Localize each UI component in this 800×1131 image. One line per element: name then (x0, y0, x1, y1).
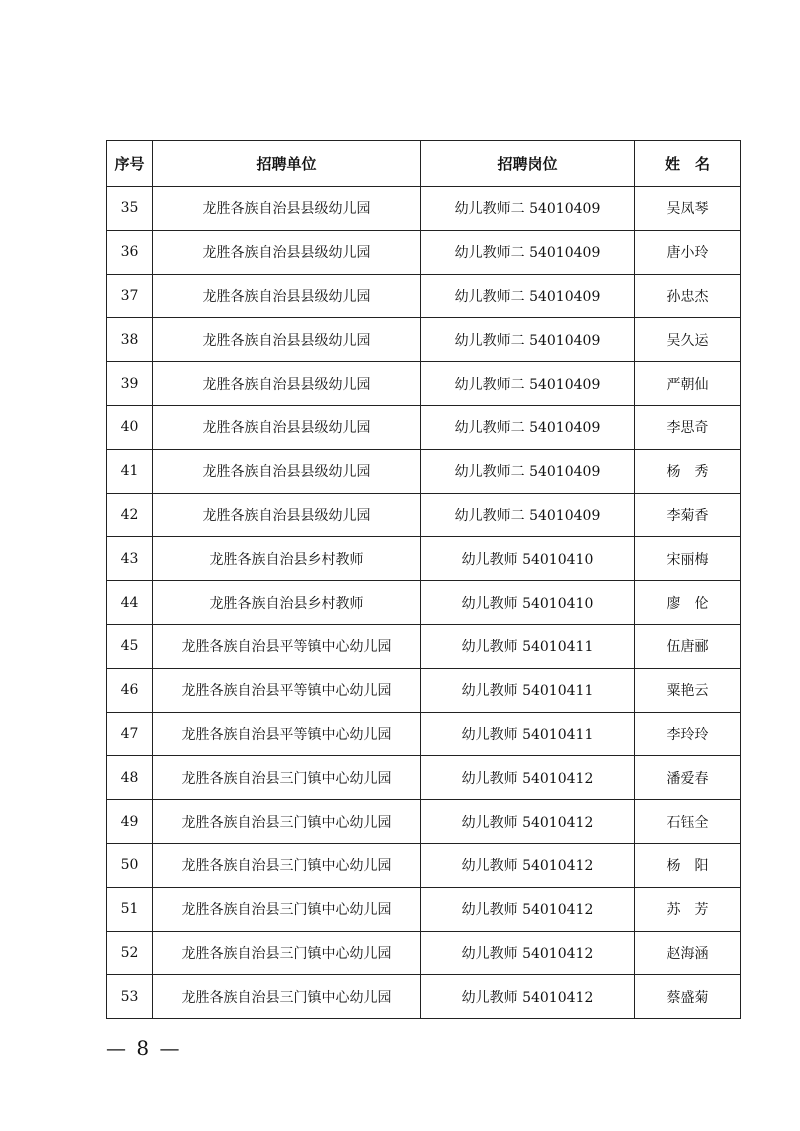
table-row (107, 887, 741, 931)
cell-name: 李思奇 (635, 405, 741, 449)
table-row (107, 581, 741, 625)
cell-post: 幼儿教师 54010412 (421, 800, 635, 844)
cell-name: 宋丽梅 (635, 537, 741, 581)
cell-post: 幼儿教师 54010412 (421, 843, 635, 887)
cell-name: 吴久运 (635, 318, 741, 362)
cell-no: 47 (107, 712, 153, 756)
cell-no: 49 (107, 800, 153, 844)
cell-no: 43 (107, 537, 153, 581)
table-row (107, 975, 741, 1019)
header-post: 招聘岗位 (421, 141, 635, 187)
cell-no: 50 (107, 843, 153, 887)
cell-post: 幼儿教师二 54010409 (421, 230, 635, 274)
cell-unit: 龙胜各族自治县平等镇中心幼儿园 (153, 668, 421, 712)
cell-unit: 龙胜各族自治县三门镇中心幼儿园 (153, 887, 421, 931)
cell-name: 杨 阳 (635, 843, 741, 887)
cell-name: 潘爱春 (635, 756, 741, 800)
table-row (107, 668, 741, 712)
cell-name: 伍唐郦 (635, 624, 741, 668)
table-row (107, 230, 741, 274)
cell-post: 幼儿教师二 54010409 (421, 318, 635, 362)
cell-post: 幼儿教师 54010410 (421, 537, 635, 581)
table-row (107, 624, 741, 668)
cell-post: 幼儿教师二 54010409 (421, 187, 635, 231)
cell-post: 幼儿教师 54010411 (421, 624, 635, 668)
cell-post: 幼儿教师 54010412 (421, 887, 635, 931)
cell-no: 36 (107, 230, 153, 274)
cell-name: 廖 伦 (635, 581, 741, 625)
cell-post: 幼儿教师二 54010409 (421, 449, 635, 493)
cell-name: 李玲玲 (635, 712, 741, 756)
cell-post: 幼儿教师 54010412 (421, 756, 635, 800)
cell-no: 46 (107, 668, 153, 712)
cell-no: 41 (107, 449, 153, 493)
header-name: 姓 名 (635, 141, 741, 187)
cell-name: 杨 秀 (635, 449, 741, 493)
cell-post: 幼儿教师 54010411 (421, 668, 635, 712)
cell-unit: 龙胜各族自治县县级幼儿园 (153, 274, 421, 318)
cell-name: 石钰全 (635, 800, 741, 844)
cell-name: 唐小玲 (635, 230, 741, 274)
cell-no: 38 (107, 318, 153, 362)
page-number: — 8 — (106, 1036, 182, 1060)
table-row (107, 187, 741, 231)
cell-unit: 龙胜各族自治县三门镇中心幼儿园 (153, 800, 421, 844)
cell-post: 幼儿教师 54010410 (421, 581, 635, 625)
cell-no: 40 (107, 405, 153, 449)
cell-no: 45 (107, 624, 153, 668)
cell-unit: 龙胜各族自治县县级幼儿园 (153, 318, 421, 362)
table-row (107, 362, 741, 406)
cell-post: 幼儿教师二 54010409 (421, 274, 635, 318)
cell-name: 苏 芳 (635, 887, 741, 931)
cell-unit: 龙胜各族自治县三门镇中心幼儿园 (153, 931, 421, 975)
cell-name: 蔡盛菊 (635, 975, 741, 1019)
cell-unit: 龙胜各族自治县县级幼儿园 (153, 449, 421, 493)
cell-name: 李菊香 (635, 493, 741, 537)
cell-unit: 龙胜各族自治县三门镇中心幼儿园 (153, 843, 421, 887)
cell-unit: 龙胜各族自治县乡村教师 (153, 537, 421, 581)
table-row (107, 449, 741, 493)
recruitment-table (106, 140, 741, 1019)
cell-post: 幼儿教师 54010411 (421, 712, 635, 756)
cell-name: 粟艳云 (635, 668, 741, 712)
cell-no: 44 (107, 581, 153, 625)
table-row (107, 274, 741, 318)
cell-unit: 龙胜各族自治县平等镇中心幼儿园 (153, 624, 421, 668)
cell-unit: 龙胜各族自治县三门镇中心幼儿园 (153, 975, 421, 1019)
cell-name: 吴凤琴 (635, 187, 741, 231)
cell-post: 幼儿教师 54010412 (421, 975, 635, 1019)
cell-unit: 龙胜各族自治县平等镇中心幼儿园 (153, 712, 421, 756)
table-row (107, 843, 741, 887)
header-unit: 招聘单位 (153, 141, 421, 187)
cell-post: 幼儿教师二 54010409 (421, 493, 635, 537)
cell-no: 53 (107, 975, 153, 1019)
table-row (107, 405, 741, 449)
cell-unit: 龙胜各族自治县县级幼儿园 (153, 187, 421, 231)
cell-no: 52 (107, 931, 153, 975)
cell-name: 赵海涵 (635, 931, 741, 975)
cell-post: 幼儿教师 54010412 (421, 931, 635, 975)
cell-no: 37 (107, 274, 153, 318)
cell-no: 48 (107, 756, 153, 800)
cell-unit: 龙胜各族自治县乡村教师 (153, 581, 421, 625)
cell-no: 35 (107, 187, 153, 231)
table-row (107, 318, 741, 362)
table-row (107, 800, 741, 844)
cell-no: 42 (107, 493, 153, 537)
cell-post: 幼儿教师二 54010409 (421, 362, 635, 406)
cell-name: 严朝仙 (635, 362, 741, 406)
table-row (107, 931, 741, 975)
cell-unit: 龙胜各族自治县县级幼儿园 (153, 405, 421, 449)
table-header (107, 141, 741, 187)
table-body (107, 187, 741, 1019)
cell-name: 孙忠杰 (635, 274, 741, 318)
header-no: 序号 (107, 141, 153, 187)
table-row (107, 493, 741, 537)
table-row (107, 712, 741, 756)
header-row (107, 141, 741, 187)
cell-unit: 龙胜各族自治县县级幼儿园 (153, 362, 421, 406)
cell-no: 51 (107, 887, 153, 931)
cell-post: 幼儿教师二 54010409 (421, 405, 635, 449)
cell-unit: 龙胜各族自治县三门镇中心幼儿园 (153, 756, 421, 800)
table-row (107, 756, 741, 800)
cell-unit: 龙胜各族自治县县级幼儿园 (153, 230, 421, 274)
table-row (107, 537, 741, 581)
cell-unit: 龙胜各族自治县县级幼儿园 (153, 493, 421, 537)
cell-no: 39 (107, 362, 153, 406)
